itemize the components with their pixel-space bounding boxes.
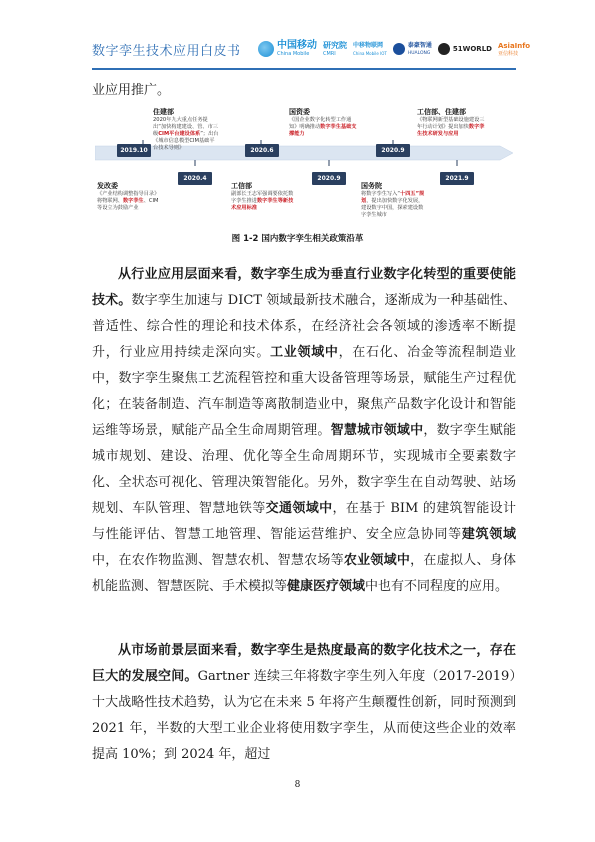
timeline-date: 2020.9 bbox=[312, 172, 346, 185]
timeline-event: 住建部 2020年九大重点任务提出“加快构建建设、管、市三级CIM平台建设体系”；出台《城市信息模型CIM基础平台技术导则》 bbox=[153, 108, 219, 151]
keyword: 工业领域中 bbox=[270, 345, 339, 360]
timeline-event: 发改委 《产业结构调整指导目录》将物联网、数字孪生、CIM等设立为鼓励产业 bbox=[97, 182, 159, 211]
timeline-date: 2020.6 bbox=[245, 144, 279, 157]
header-title: 数字孪生技术应用白皮书 bbox=[92, 44, 241, 59]
timeline-date: 2021.9 bbox=[440, 172, 474, 185]
keyword: 健康医疗领域 bbox=[287, 579, 366, 594]
timeline-date: 2019.10 bbox=[117, 144, 151, 157]
paragraph-industry: 从行业应用层面来看，数字孪生成为垂直行业数字化转型的重要使能技术。数字孪生加速与 DICT 领域最新技术融合，逐渐成为一种基础性、普适性、综合性的理论和技术体系，在经济社会各领域的渗透率不断提升，行业应用持续走深向实。工业领域中，在石化、冶金等流程制造业中，数字孪生聚焦工艺流程管控和重大设备管理等场景，赋能生产过程优化；在装备制造、汽车制造等离散制造业中，聚焦产品数字化设计和智能运维等场景，赋能产品全生命周期管理。智慧城市领域中，数字孪生赋能城市规划、建设、治理、优化等全生命周期环节，实现城市全要素数字化、全状态可视化、管理决策智能化。另外，数字孪生在自动驾驶、站场规划、车队管理、智慧地铁等交通领域中，在基于 BIM 的建筑智能设计与性能评估、智慧工地管理、智能运营维护、安全应急协同等建筑领域中，在农作物监测、智慧农机、智慧农场等农业领域中，在虚拟人、身体机能监测、智慧医院、手术模拟等健康医疗领域中也有不同程度的应用。 bbox=[92, 267, 516, 594]
hualong-logo: 泰豪智通 HUALONG bbox=[393, 41, 432, 57]
timeline-event: 工信部 副部长王志军强调要依托数字孪生推进数字孪生等新技术应用标准 bbox=[231, 182, 294, 211]
paragraph-lead: 从市场前景层面来看，数字孪生是热度最高的数字化技术之一，存在巨大的发展空间。 bbox=[92, 643, 516, 684]
keyword: 智慧城市领域中 bbox=[330, 423, 424, 438]
timeline-event: 国资委 《国企业数字化转型工作通知》明确推动数字孪生基础支撑能力 bbox=[289, 108, 357, 137]
asiainfo-logo: AsiaInfo 亚信科技 bbox=[497, 42, 531, 57]
keyword: 建筑领域 bbox=[461, 527, 516, 542]
timeline-date: 2020.9 bbox=[376, 144, 410, 157]
policy-timeline-figure bbox=[95, 104, 515, 234]
timeline-date: 2020.4 bbox=[178, 172, 212, 185]
china-mobile-logo: 中国移动 China Mobile bbox=[258, 41, 317, 57]
page-number: 8 bbox=[294, 780, 301, 790]
partner-logos bbox=[258, 36, 530, 62]
paragraph-market: 从市场前景层面来看，数字孪生是热度最高的数字化技术之一，存在巨大的发展空间。Gartner 连续三年将数字孪生列入年度（2017-2019）十大战略性技术趋势，认为它在未来 5 年将产生颠覆性创新，同时预测到 2021 年，半数的大型工业企业将使用数字孪生，从而使这些企业的效率提高 10%；到 2024 年，超过 bbox=[92, 643, 516, 762]
51world-icon bbox=[438, 43, 450, 55]
timeline-event: 国务院 将数字孪生写入“十四五”规划，提出加快数字化发展，建设数字中国，探索建设数字孪生城市 bbox=[361, 182, 425, 218]
51world-logo: 51WORLD bbox=[438, 43, 492, 55]
cmri-logo: 研究院 CMRI bbox=[323, 41, 347, 57]
keyword: 农业领域中 bbox=[343, 553, 411, 568]
figure-caption: 图 1-2 国内数字孪生相关政策沿革 bbox=[231, 234, 364, 244]
china-mobile-icon bbox=[258, 41, 274, 57]
keyword: 交通领域中 bbox=[265, 501, 333, 516]
timeline-event: 工信部、住建部 《物联网新型基础设施建设三年行动计划》提出加快数字孪生技术研发与应用 bbox=[417, 108, 485, 137]
paragraph-lead: 从行业应用层面来看，数字孪生成为垂直行业数字化转型的重要使能技术。 bbox=[92, 267, 516, 308]
page-header bbox=[0, 0, 595, 78]
hualong-icon bbox=[393, 43, 405, 55]
header-rule bbox=[92, 68, 516, 70]
cmiot-logo: 中移物联网 China Mobile IOT bbox=[353, 42, 387, 56]
intro-line: 业应用推广。 bbox=[92, 83, 171, 98]
